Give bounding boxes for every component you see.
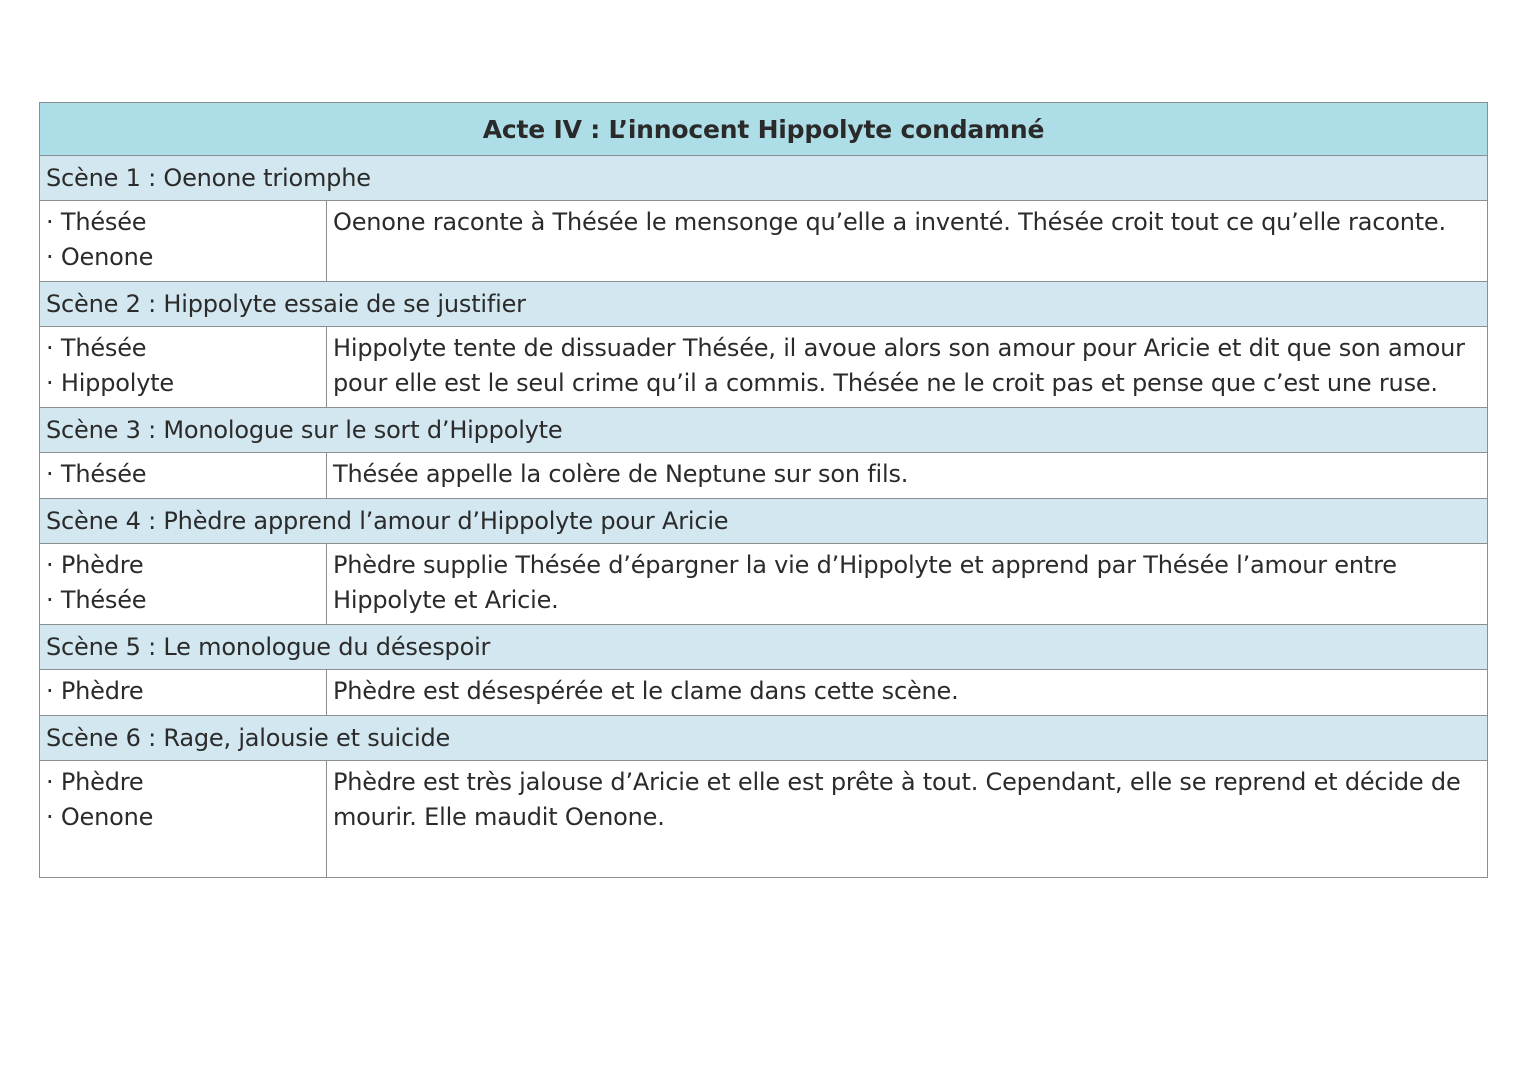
scene-body-row bbox=[40, 544, 1488, 625]
scene-heading: Scène 3 : Monologue sur le sort d’Hippolyte bbox=[40, 408, 1488, 453]
character-name: · Hippolyte bbox=[46, 369, 174, 397]
scene-heading-row bbox=[40, 625, 1488, 670]
character-name: · Oenone bbox=[46, 803, 154, 831]
scene-summary: Thésée appelle la colère de Neptune sur son fils. bbox=[327, 453, 1488, 499]
character-name: · Phèdre bbox=[46, 677, 144, 705]
character-name: · Thésée bbox=[46, 208, 147, 236]
characters-cell bbox=[40, 201, 327, 282]
scene-summary: Phèdre est désespérée et le clame dans cette scène. bbox=[327, 670, 1488, 716]
scene-heading: Scène 6 : Rage, jalousie et suicide bbox=[40, 716, 1488, 761]
characters-cell bbox=[40, 453, 327, 499]
table-title: Acte IV : L’innocent Hippolyte condamné bbox=[40, 103, 1488, 156]
scene-body-row bbox=[40, 327, 1488, 408]
scene-heading: Scène 5 : Le monologue du désespoir bbox=[40, 625, 1488, 670]
scene-heading-row bbox=[40, 716, 1488, 761]
scene-heading-row bbox=[40, 282, 1488, 327]
characters-cell bbox=[40, 327, 327, 408]
character-name: · Thésée bbox=[46, 460, 147, 488]
scene-summary: Phèdre est très jalouse d’Aricie et elle est prête à tout. Cependant, elle se reprend et décide de mourir. Elle maudit Oenone. bbox=[327, 761, 1488, 878]
scene-body-row bbox=[40, 453, 1488, 499]
scene-summary: Phèdre supplie Thésée d’épargner la vie d’Hippolyte et apprend par Thésée l’amour entre Hippolyte et Aricie. bbox=[327, 544, 1488, 625]
act-summary-table bbox=[39, 102, 1488, 878]
scene-body-row bbox=[40, 761, 1488, 878]
character-name: · Phèdre bbox=[46, 768, 144, 796]
characters-cell bbox=[40, 544, 327, 625]
scene-heading: Scène 2 : Hippolyte essaie de se justifier bbox=[40, 282, 1488, 327]
character-name: · Oenone bbox=[46, 243, 154, 271]
characters-cell bbox=[40, 761, 327, 878]
scene-body-row bbox=[40, 201, 1488, 282]
character-name: · Phèdre bbox=[46, 551, 144, 579]
characters-cell bbox=[40, 670, 327, 716]
scene-heading: Scène 1 : Oenone triomphe bbox=[40, 156, 1488, 201]
scene-heading-row bbox=[40, 499, 1488, 544]
title-row bbox=[40, 103, 1488, 156]
character-name: · Thésée bbox=[46, 586, 147, 614]
scene-heading: Scène 4 : Phèdre apprend l’amour d’Hippolyte pour Aricie bbox=[40, 499, 1488, 544]
scene-summary: Hippolyte tente de dissuader Thésée, il avoue alors son amour pour Aricie et dit que son amour pour elle est le seul crime qu’il a commis. Thésée ne le croit pas et pense que c’est une ruse. bbox=[327, 327, 1488, 408]
scene-heading-row bbox=[40, 156, 1488, 201]
scene-body-row bbox=[40, 670, 1488, 716]
scene-summary: Oenone raconte à Thésée le mensonge qu’elle a inventé. Thésée croit tout ce qu’elle raconte. bbox=[327, 201, 1488, 282]
scene-heading-row bbox=[40, 408, 1488, 453]
character-name: · Thésée bbox=[46, 334, 147, 362]
